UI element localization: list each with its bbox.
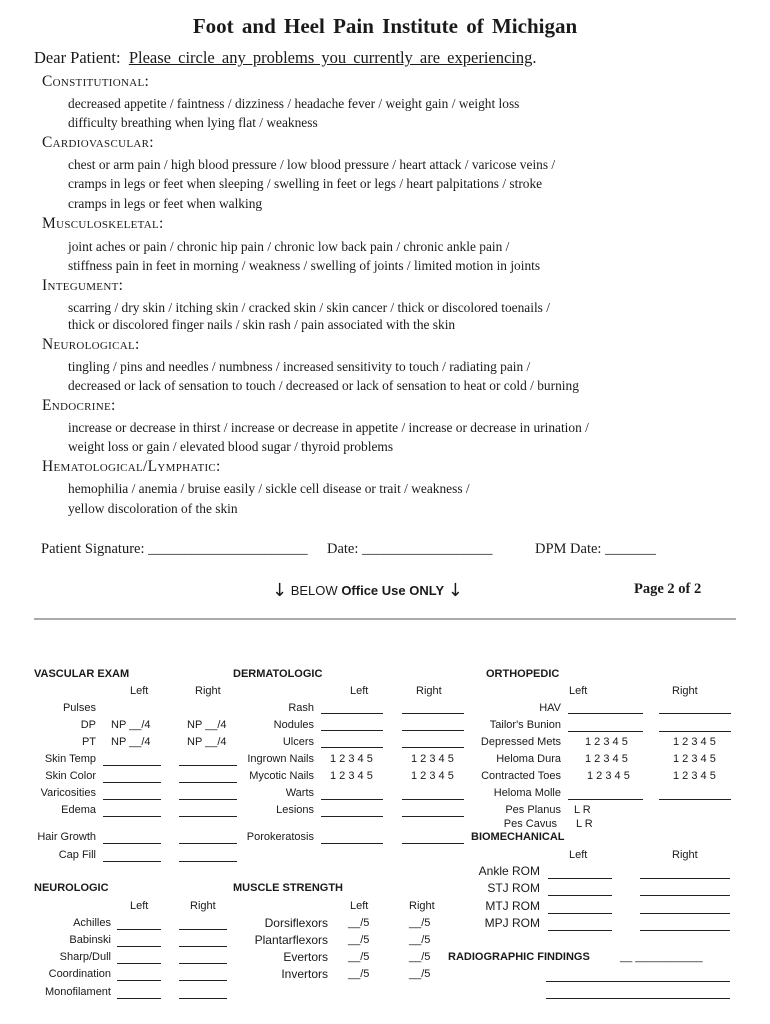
warts-left-blank[interactable] — [321, 799, 383, 800]
symptom-line[interactable]: joint aches or pain / chronic hip pain / chronic low back pain / chronic ankle pain / — [68, 239, 510, 254]
nodules-left-blank[interactable] — [321, 730, 383, 731]
mpj-rom-left-blank[interactable] — [548, 930, 612, 931]
invertors-right-value[interactable]: __/5 — [409, 968, 431, 980]
vascular-left-header: Left — [130, 685, 149, 697]
symptom-line[interactable]: decreased or lack of sensation to touch / decreased or lack of sensation to heat or cold / burning — [68, 378, 579, 393]
hav-label: HAV — [539, 702, 561, 714]
dp-label: DP — [80, 719, 96, 731]
skin-temp-right-blank[interactable] — [179, 765, 237, 766]
edema-left-blank[interactable] — [103, 816, 161, 817]
porokeratosis-left-blank[interactable] — [321, 843, 383, 844]
office-use-label: Office Use ONLY — [341, 583, 445, 598]
mtj-rom-label: MTJ ROM — [485, 899, 540, 913]
symptom-line[interactable]: hemophilia / anemia / bruise easily / sickle cell disease or trait / weakness / — [68, 481, 470, 496]
pt-left-value[interactable]: NP __/4 — [111, 736, 151, 748]
ankle-rom-label: Ankle ROM — [478, 864, 540, 878]
mpj-rom-label: MPJ ROM — [484, 916, 540, 930]
ingrown-left-scale[interactable]: 1 2 3 4 5 — [330, 753, 373, 765]
sharp-dull-right-blank[interactable] — [179, 963, 227, 964]
dp-right-value[interactable]: NP __/4 — [187, 719, 227, 731]
contracted-toes-label: Contracted Toes — [481, 770, 561, 782]
ortho-right-header: Right — [672, 685, 698, 697]
vascular-right-header: Right — [195, 685, 221, 697]
pes-cavus-label: Pes Cavus — [503, 818, 557, 830]
contracted-right-scale[interactable]: 1 2 3 4 5 — [673, 770, 716, 782]
depressed-left-scale[interactable]: 1 2 3 4 5 — [585, 736, 628, 748]
mycotic-right-scale[interactable]: 1 2 3 4 5 — [411, 770, 454, 782]
vascular-exam-heading: VASCULAR EXAM — [34, 668, 130, 680]
plantarflexors-right-value[interactable]: __/5 — [409, 934, 431, 946]
symptom-line[interactable]: weight loss or gain / elevated blood sugar / thyroid problems — [68, 439, 394, 454]
ulcers-left-blank[interactable] — [321, 747, 383, 748]
muscle-strength-heading: MUSCLE STRENGTH — [233, 882, 343, 894]
babinski-label: Babinski — [69, 934, 111, 946]
achilles-right-blank[interactable] — [179, 929, 227, 930]
pes-cavus-lr[interactable]: L R — [576, 818, 593, 830]
achilles-label: Achilles — [73, 917, 111, 929]
edema-right-blank[interactable] — [179, 816, 237, 817]
cap-fill-right-blank[interactable] — [179, 861, 237, 862]
skin-temp-left-blank[interactable] — [103, 765, 161, 766]
babinski-right-blank[interactable] — [179, 946, 227, 947]
skin-color-label: Skin Color — [45, 770, 96, 782]
muscle-right-header: Right — [409, 900, 435, 912]
evertors-right-value[interactable]: __/5 — [409, 951, 431, 963]
edema-label: Edema — [61, 804, 96, 816]
derm-right-header: Right — [416, 685, 442, 697]
section-title-constitutional: Constitutional: — [42, 73, 150, 90]
symptom-line[interactable]: cramps in legs or feet when sleeping / swelling in feet or legs / heart palpitations / stroke — [68, 176, 543, 191]
hair-growth-right-blank[interactable] — [179, 843, 237, 844]
hav-left-blank[interactable] — [568, 713, 643, 714]
section-title-musculoskeletal: Musculoskeletal: — [42, 215, 164, 232]
hav-right-blank[interactable] — [659, 713, 731, 714]
coordination-label: Coordination — [48, 968, 111, 980]
symptom-line[interactable]: scarring / dry skin / itching skin / cracked skin / skin cancer / thick or discolored toenails / — [68, 300, 550, 315]
nodules-right-blank[interactable] — [402, 730, 464, 731]
stj-rom-label: STJ ROM — [487, 881, 540, 895]
dorsiflexors-left-value[interactable]: __/5 — [348, 917, 370, 929]
varicosities-label: Varicosities — [40, 787, 96, 799]
monofilament-left-blank[interactable] — [117, 998, 161, 999]
greeting: Dear Patient: — [34, 48, 121, 67]
depressed-mets-label: Depressed Mets — [480, 736, 561, 748]
rash-left-blank[interactable] — [321, 713, 383, 714]
heloma-molle-label: Heloma Molle — [493, 787, 561, 799]
pes-planus-label: Pes Planus — [505, 804, 561, 816]
patient-signature-field[interactable]: Patient Signature: ______________________ — [41, 541, 308, 557]
lesions-right-blank[interactable] — [402, 816, 464, 817]
nodules-label: Nodules — [273, 719, 314, 731]
rash-right-blank[interactable] — [402, 713, 464, 714]
contracted-left-scale[interactable]: 1 2 3 4 5 — [587, 770, 630, 782]
neuro-left-header: Left — [130, 900, 149, 912]
symptom-line[interactable]: tingling / pins and needles / numbness / increased sensitivity to touch / radiating pain / — [68, 359, 531, 374]
plantarflexors-label: Plantarflexors — [254, 933, 328, 947]
symptom-line[interactable]: thick or discolored finger nails / skin rash / pain associated with the skin — [68, 317, 456, 332]
symptom-line[interactable]: decreased appetite / faintness / dizziness / headache fever / weight gain / weight loss — [68, 96, 520, 111]
ulcers-label: Ulcers — [282, 736, 314, 748]
mpj-rom-right-blank[interactable] — [640, 930, 730, 931]
pt-right-value[interactable]: NP __/4 — [187, 736, 227, 748]
ingrown-right-scale[interactable]: 1 2 3 4 5 — [411, 753, 454, 765]
lesions-label: Lesions — [276, 804, 314, 816]
section-title-cardiovascular: Cardiovascular: — [42, 134, 154, 151]
porokeratosis-label: Porokeratosis — [246, 831, 314, 843]
section-title-endocrine: Endocrine: — [42, 397, 116, 414]
lesions-left-blank[interactable] — [321, 816, 383, 817]
heloma-dura-label: Heloma Dura — [496, 753, 561, 765]
monofilament-right-blank[interactable] — [179, 998, 227, 999]
monofilament-label: Monofilament — [44, 986, 111, 998]
plantarflexors-left-value[interactable]: __/5 — [348, 934, 370, 946]
pt-label: PT — [81, 736, 96, 748]
stj-rom-left-blank[interactable] — [548, 895, 612, 896]
below-label: BELOW — [290, 583, 338, 598]
skin-color-left-blank[interactable] — [103, 782, 161, 783]
muscle-left-header: Left — [350, 900, 369, 912]
varicosities-right-blank[interactable] — [179, 799, 237, 800]
ingrown-nails-label: Ingrown Nails — [247, 753, 314, 765]
radiographic-line-2[interactable] — [546, 981, 730, 982]
sharp-dull-left-blank[interactable] — [117, 963, 161, 964]
warts-right-blank[interactable] — [402, 799, 464, 800]
coordination-right-blank[interactable] — [179, 980, 227, 981]
radiographic-heading: RADIOGRAPHIC FINDINGS — [448, 951, 590, 963]
orthopedic-heading: ORTHOPEDIC — [486, 668, 560, 680]
date-field[interactable]: Date: __________________ — [327, 541, 493, 557]
symptom-line[interactable]: difficulty breathing when lying flat / weakness — [68, 115, 318, 130]
cap-fill-label: Cap Fill — [58, 849, 96, 861]
neuro-right-header: Right — [190, 900, 216, 912]
mycotic-left-scale[interactable]: 1 2 3 4 5 — [330, 770, 373, 782]
heloma-molle-right-blank[interactable] — [659, 799, 731, 800]
symptom-line[interactable]: stiffness pain in feet in morning / weakness / swelling of joints / limited motion in joints — [68, 258, 541, 273]
symptom-line[interactable]: increase or decrease in thirst / increase or decrease in appetite / increase or decrease in urination / — [68, 420, 589, 435]
warts-label: Warts — [285, 787, 314, 799]
ankle-rom-right-blank[interactable] — [640, 878, 730, 879]
down-arrow-icon: ↓ — [272, 580, 288, 601]
tailors-left-blank[interactable] — [568, 731, 643, 732]
instruction-line — [34, 48, 537, 68]
cap-fill-left-blank[interactable] — [103, 861, 161, 862]
babinski-left-blank[interactable] — [117, 946, 161, 947]
dorsiflexors-right-value[interactable]: __/5 — [409, 917, 431, 929]
evertors-left-value[interactable]: __/5 — [348, 951, 370, 963]
achilles-left-blank[interactable] — [117, 929, 161, 930]
page-number: Page 2 of 2 — [634, 581, 702, 597]
bio-right-header: Right — [672, 849, 698, 861]
ortho-left-header: Left — [569, 685, 588, 697]
pulses-label: Pulses — [62, 702, 96, 714]
tailors-right-blank[interactable] — [659, 731, 731, 732]
heloma-molle-left-blank[interactable] — [568, 799, 643, 800]
section-title-integument: Integument: — [42, 277, 124, 294]
divider — [34, 618, 736, 620]
dermatologic-heading: DERMATOLOGIC — [233, 668, 323, 680]
office-use-banner — [272, 579, 463, 600]
ankle-rom-left-blank[interactable] — [548, 878, 612, 879]
radiographic-line-3[interactable] — [546, 998, 730, 999]
skin-color-right-blank[interactable] — [179, 782, 237, 783]
stj-rom-right-blank[interactable] — [640, 895, 730, 896]
derm-left-header: Left — [350, 685, 369, 697]
hair-growth-left-blank[interactable] — [103, 843, 161, 844]
mycotic-nails-label: Mycotic Nails — [249, 770, 314, 782]
dp-left-value[interactable]: NP __/4 — [111, 719, 151, 731]
instruction-text: Please circle any problems you currently are experiencing — [128, 48, 533, 67]
biomechanical-heading: BIOMECHANICAL — [471, 831, 565, 843]
evertors-label: Evertors — [283, 950, 328, 964]
pes-planus-lr[interactable]: L R — [574, 804, 591, 816]
invertors-left-value[interactable]: __/5 — [348, 968, 370, 980]
bio-left-header: Left — [569, 849, 588, 861]
page-title: Foot and Heel Pain Institute of Michigan — [192, 14, 578, 38]
section-title-hematological: Hematological/Lymphatic: — [42, 458, 221, 475]
coordination-left-blank[interactable] — [117, 980, 161, 981]
invertors-label: Invertors — [281, 967, 328, 981]
down-arrow-icon: ↓ — [447, 580, 463, 601]
varicosities-left-blank[interactable] — [103, 799, 161, 800]
sharp-dull-label: Sharp/Dull — [59, 951, 111, 963]
neurologic-heading: NEUROLOGIC — [34, 882, 109, 894]
heloma-dura-right-scale[interactable]: 1 2 3 4 5 — [673, 753, 716, 765]
ulcers-right-blank[interactable] — [402, 747, 464, 748]
rash-label: Rash — [288, 702, 314, 714]
depressed-right-scale[interactable]: 1 2 3 4 5 — [673, 736, 716, 748]
symptom-line[interactable]: chest or arm pain / high blood pressure / low blood pressure / heart attack / varicose veins / — [68, 157, 556, 172]
mtj-rom-left-blank[interactable] — [548, 913, 612, 914]
mtj-rom-right-blank[interactable] — [640, 913, 730, 914]
symptom-line[interactable]: cramps in legs or feet when walking — [68, 196, 263, 211]
instruction-period: . — [532, 48, 537, 67]
skin-temp-label: Skin Temp — [44, 753, 96, 765]
tailors-bunion-label: Tailor's Bunion — [489, 719, 561, 731]
dorsiflexors-label: Dorsiflexors — [264, 916, 328, 930]
dpm-date-field[interactable]: DPM Date: _______ — [535, 541, 656, 557]
section-title-neurological: Neurological: — [42, 336, 140, 353]
heloma-dura-left-scale[interactable]: 1 2 3 4 5 — [585, 753, 628, 765]
radiographic-blank-1[interactable]: __ ___________ — [620, 951, 703, 963]
symptom-line[interactable]: yellow discoloration of the skin — [68, 501, 238, 516]
hair-growth-label: Hair Growth — [37, 831, 96, 843]
porokeratosis-right-blank[interactable] — [402, 843, 464, 844]
